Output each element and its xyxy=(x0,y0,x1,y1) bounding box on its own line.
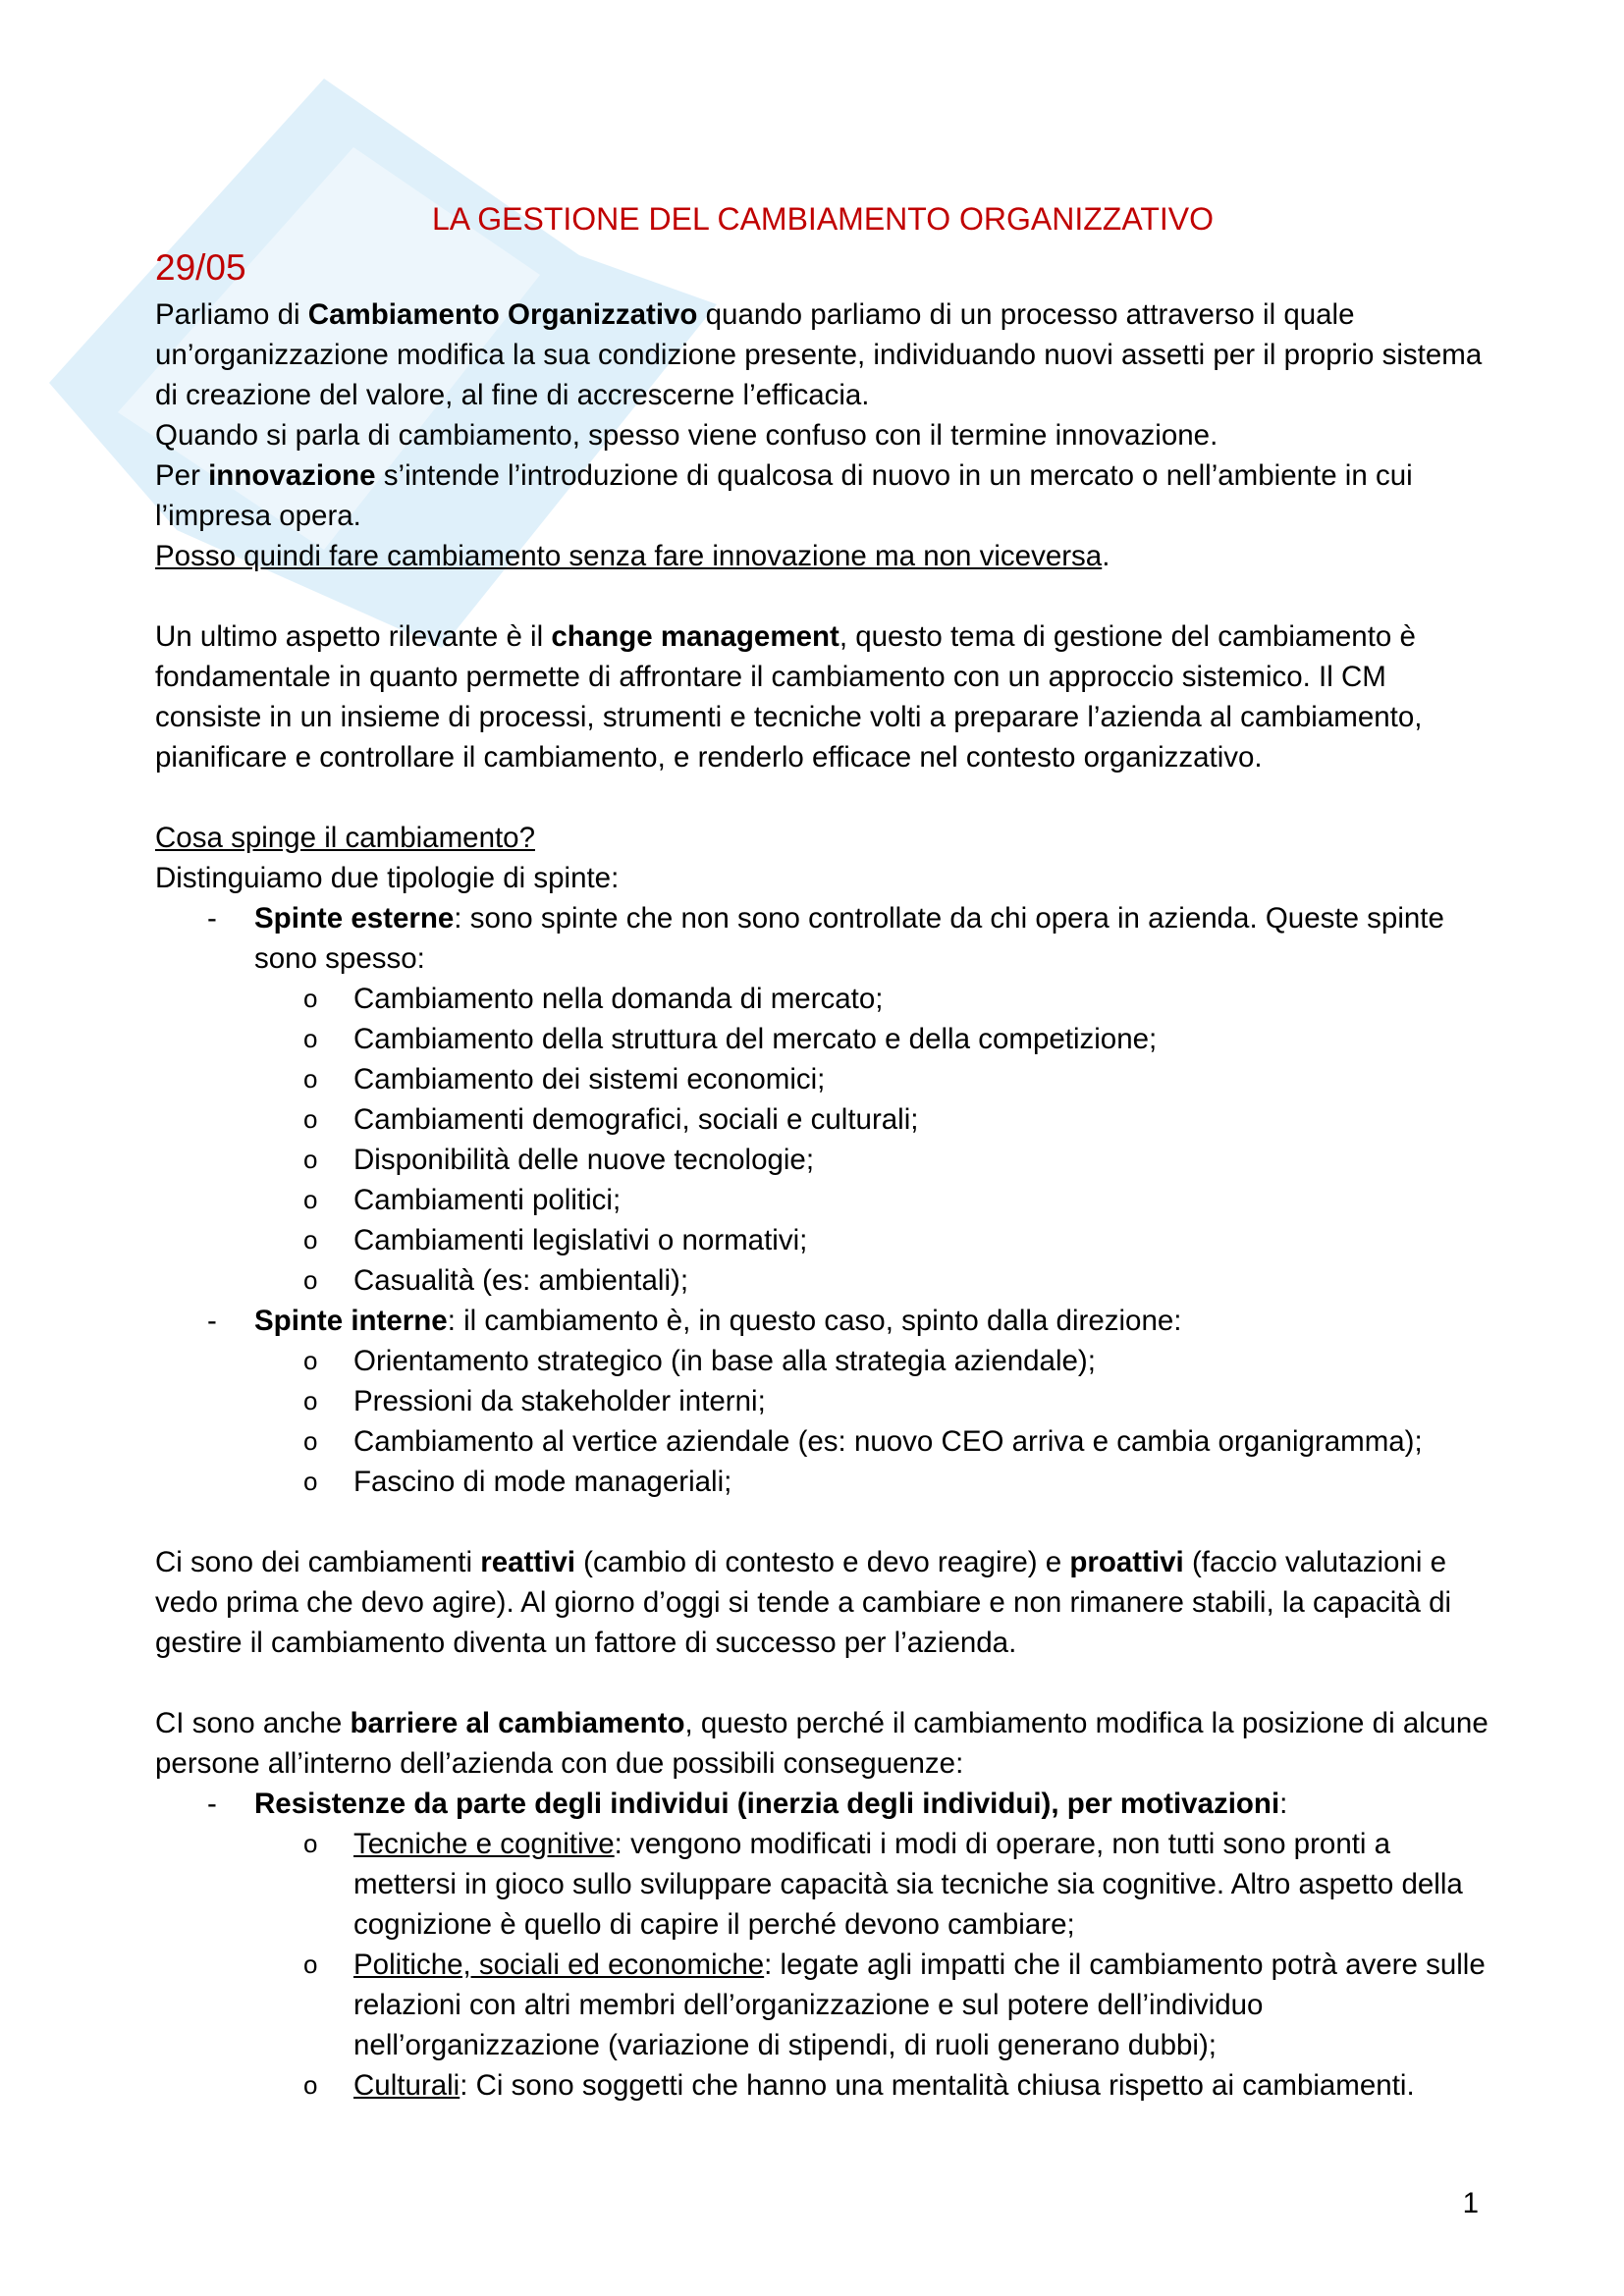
external-drivers-item: - Spinte esterne: sono spinte che non sono controllate da chi opera in azienda. Queste spinte sono spesso: xyxy=(155,898,1490,979)
bullet-marker: o xyxy=(303,1426,318,1456)
bullet-marker: o xyxy=(303,1104,318,1134)
bullet-marker: o xyxy=(303,1185,318,1214)
section-date: 29/05 xyxy=(155,247,246,288)
list-item: o Cambiamenti legislativi o normativi; xyxy=(155,1220,1490,1260)
term-barriere: barriere al cambiamento xyxy=(350,1707,685,1739)
dash-marker: - xyxy=(207,1305,217,1337)
conclusion-paragraph: Posso quindi fare cambiamento senza fare innovazione ma non viceversa. xyxy=(155,540,1110,572)
bullet-marker: o xyxy=(303,1386,318,1415)
bullet-marker: o xyxy=(303,2070,318,2100)
motivation-label: Politiche, sociali ed economiche xyxy=(353,1949,765,1981)
list-item: o Politiche, sociali ed economiche: legate agli impatti che il cambiamento potrà avere sulle relazioni con altri membri dell’organizzazione e sul potere dell’individuo nell’organizzazione (variazione di stipendi, di ruoli generano dubbi); xyxy=(155,1945,1490,2065)
bullet-marker: o xyxy=(303,1225,318,1255)
list-item: o Cambiamento dei sistemi economici; xyxy=(155,1059,1490,1099)
dash-marker: - xyxy=(207,902,217,934)
document-page xyxy=(155,196,1490,2106)
document-title: LA GESTIONE DEL CAMBIAMENTO ORGANIZZATIVO xyxy=(432,201,1214,237)
list-item: o Cambiamenti politici; xyxy=(155,1180,1490,1220)
bullet-marker: o xyxy=(303,1829,318,1858)
innovation-paragraph: Per innovazione s’intende l’introduzione di qualcosa di nuovo in un mercato o nell’ambiente in cui l’impresa opera. xyxy=(155,459,1413,532)
list-item: o Cambiamento nella domanda di mercato; xyxy=(155,979,1490,1019)
bullet-marker: o xyxy=(303,1145,318,1174)
list-item: o Pressioni da stakeholder interni; xyxy=(155,1381,1490,1421)
internal-drivers-item: - Spinte interne: il cambiamento è, in questo caso, spinto dalla direzione: xyxy=(155,1301,1490,1341)
list-item: o Cambiamento al vertice aziendale (es: nuovo CEO arriva e cambia organigramma); xyxy=(155,1421,1490,1462)
list-item: o Casualità (es: ambientali); xyxy=(155,1260,1490,1301)
list-item: o Culturali: Ci sono soggetti che hanno una mentalità chiusa rispetto ai cambiamenti. xyxy=(155,2065,1490,2106)
underlined-conclusion: Posso quindi fare cambiamento senza fare innovazione ma non viceversa xyxy=(155,540,1103,572)
bullet-marker: o xyxy=(303,1265,318,1295)
term-cambiamento-organizzativo: Cambiamento Organizzativo xyxy=(307,298,698,331)
term-change-management: change management xyxy=(551,620,839,653)
resistance-item: - Resistenze da parte degli individui (inerzia degli individui), per motivazioni: xyxy=(155,1784,1490,1824)
drivers-heading: Cosa spinge il cambiamento? xyxy=(155,822,535,854)
reactive-proactive-paragraph: Ci sono dei cambiamenti reattivi (cambio di contesto e devo reagire) e proattivi (faccio valutazioni e vedo prima che devo agire). Al giorno d’oggi si tende a cambiare e non rimanere stabili, la capacità di gestire il cambiamento diventa un fattore di successo per l’azienda. xyxy=(155,1546,1452,1659)
list-item: o Tecniche e cognitive: vengono modificati i modi di operare, non tutti sono pronti a mettersi in gioco sullo sviluppare capacità sia tecniche sia cognitive. Altro aspetto della cognizione è quello di capire il perché devono cambiare; xyxy=(155,1824,1490,1945)
term-reattivi: reattivi xyxy=(480,1546,575,1578)
term-proattivi: proattivi xyxy=(1069,1546,1184,1578)
internal-drivers-label: Spinte interne xyxy=(254,1305,448,1337)
bullet-marker: o xyxy=(303,1064,318,1094)
dash-marker: - xyxy=(207,1788,217,1820)
drivers-intro: Distinguiamo due tipologie di spinte: xyxy=(155,862,620,894)
bullet-marker: o xyxy=(303,1949,318,1979)
list-item: o Cambiamento della struttura del mercato e della competizione; xyxy=(155,1019,1490,1059)
list-item: o Orientamento strategico (in base alla strategia aziendale); xyxy=(155,1341,1490,1381)
motivation-label: Tecniche e cognitive xyxy=(353,1828,615,1860)
bullet-marker: o xyxy=(303,1024,318,1053)
intro-paragraph: Parliamo di Cambiamento Organizzativo quando parliamo di un processo attraverso il quale un’organizzazione modifica la sua condizione presente, individuando nuovi assetti per il proprio sistema di creazione del valore, al fine di accrescerne l’efficacia. xyxy=(155,298,1483,411)
page-number: 1 xyxy=(1462,2187,1479,2219)
bullet-marker: o xyxy=(303,984,318,1013)
list-item: o Fascino di mode manageriali; xyxy=(155,1462,1490,1502)
term-innovazione: innovazione xyxy=(208,459,376,492)
list-item: o Disponibilità delle nuove tecnologie; xyxy=(155,1140,1490,1180)
list-item: o Cambiamenti demografici, sociali e culturali; xyxy=(155,1099,1490,1140)
change-management-paragraph: Un ultimo aspetto rilevante è il change management, questo tema di gestione del cambiamento è fondamentale in quanto permette di affrontare il cambiamento con un approccio sistemico. Il CM consiste in un insieme di processi, strumenti e tecniche volti a preparare l’azienda al cambiamento, pianificare e controllare il cambiamento, e renderlo efficace nel contesto organizzativo. xyxy=(155,620,1423,774)
external-drivers-label: Spinte esterne xyxy=(254,902,455,934)
bullet-marker: o xyxy=(303,1346,318,1375)
confusion-paragraph: Quando si parla di cambiamento, spesso viene confuso con il termine innovazione. xyxy=(155,419,1218,452)
motivation-label: Culturali xyxy=(353,2069,460,2102)
resistance-label: Resistenze da parte degli individui (inerzia degli individui), per motivazioni xyxy=(254,1788,1280,1820)
barriers-paragraph: CI sono anche barriere al cambiamento, questo perché il cambiamento modifica la posizione di alcune persone all’interno dell’azienda con due possibili conseguenze: xyxy=(155,1707,1489,1780)
bullet-marker: o xyxy=(303,1467,318,1496)
